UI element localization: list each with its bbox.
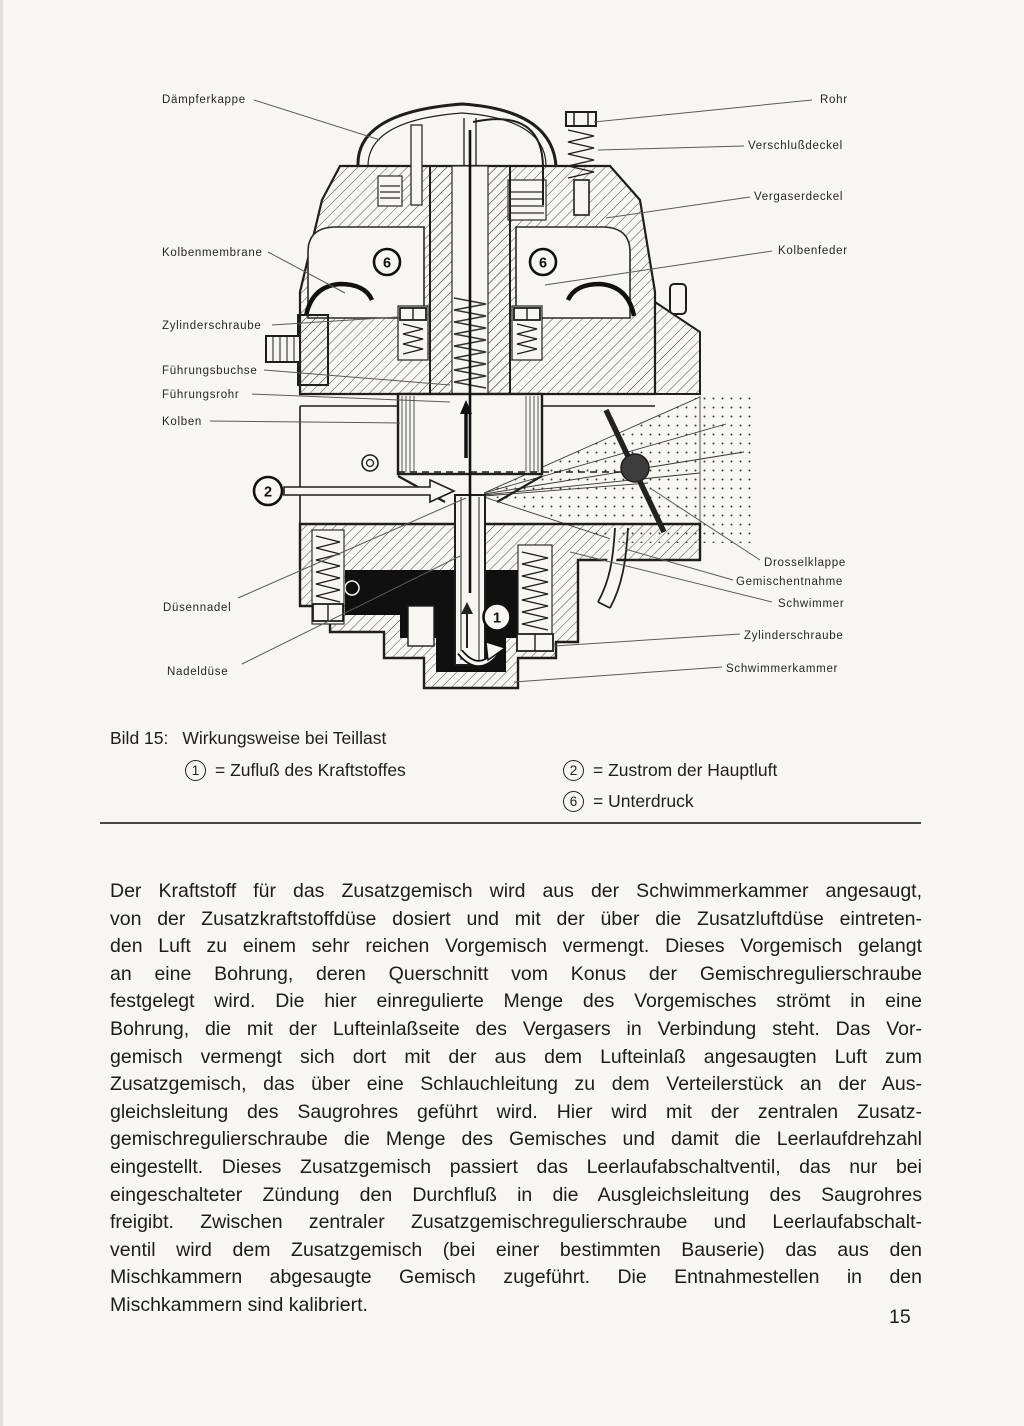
label-verschlussdeckel: Verschlußdeckel: [748, 140, 843, 152]
body-line: Mischkammern abgesaugte Gemisch zugeführt. Die Entnahmestellen in den: [110, 1266, 922, 1289]
body-line: Der Kraftstoff für das Zusatzgemisch wird aus der Schwimmerkammer angesaugt,: [110, 880, 922, 902]
body-line: gemischregulierschraube die Menge des Gemisches und damit die Leerlaufdrehzahl: [110, 1128, 922, 1151]
label-kolben: Kolben: [162, 416, 203, 428]
label-nadelduese: Nadeldüse: [167, 666, 229, 678]
body-line: von der Zusatzkraftstoffdüse dosiert und mit der über die Zusatzluftdüse eintreten-: [110, 907, 922, 930]
legend-item-vacuum: [563, 791, 694, 812]
label-zylinderschraube-left: Zylinderschraube: [162, 320, 262, 332]
body-line: Zusatzgemisch, das über eine Schlauchleitung zu dem Verteilerstück an der Aus-: [110, 1073, 922, 1096]
label-schwimmerkammer: Schwimmerkammer: [726, 663, 839, 675]
body-line: freigibt. Zwischen zentraler Zusatzgemischregulierschraube und Leerlaufabschalt-: [110, 1211, 922, 1234]
label-kolbenmembrane: Kolbenmembrane: [162, 247, 263, 259]
body-line: eingeschalteter Zündung den Durchfluß in die Ausgleichsleitung des Saugrohres: [110, 1183, 922, 1206]
bowl-screw-right: [517, 545, 553, 651]
body-line: Mischkammern sind kalibriert.: [110, 1293, 368, 1316]
legend-text-vacuum: = Unterdruck: [593, 791, 694, 811]
body-line: an eine Bohrung, deren Querschnitt vom Konus der Gemischregulierschraube: [110, 962, 922, 985]
figure-caption: [110, 728, 940, 811]
body-line: Bohrung, die mit der Lufteinlaßseite des Vergasers in Verbindung steht. Das Vor-: [110, 1017, 922, 1040]
page-number: 15: [889, 1306, 911, 1328]
body-line: gleichsleitung des Saugrohres geführt wird. Hier wird mit der zentralen Zusatz-: [110, 1100, 922, 1123]
marker-vacuum-right: 6: [538, 255, 548, 272]
marker-fuel-inflow: 1: [492, 610, 502, 627]
label-daempferkappe: Dämpferkappe: [162, 94, 246, 106]
figure-number: Bild 15:: [110, 728, 169, 748]
label-vergaserdeckel: Vergaserdeckel: [754, 191, 844, 203]
main-air-arrow: [254, 477, 454, 505]
figure-title: Wirkungsweise bei Teillast: [182, 728, 387, 748]
marker-vacuum-left: 6: [382, 255, 392, 272]
label-gemischentnahme: Gemischentnahme: [736, 576, 844, 588]
label-drosselklappe: Drosselklappe: [764, 557, 846, 569]
body-line: eingestellt. Dieses Zusatzgemisch passiert das Leerlaufabschaltventil, das nur bei: [110, 1155, 922, 1178]
body-line: den Luft zu einem sehr reichen Vorgemisch vermengt. Dieses Vorgemisch gelangt: [110, 935, 922, 958]
bowl-screw-left: [312, 530, 344, 624]
circled-number-2-icon: 2: [563, 760, 584, 781]
body-paragraph: [110, 878, 922, 1320]
label-duesennadel: Düsennadel: [163, 602, 232, 614]
legend-item-fuel: [185, 760, 406, 781]
legend-text-fuel: = Zufluß des Kraftstoffes: [215, 760, 406, 780]
label-zylinderschraube-right: Zylinderschraube: [744, 630, 844, 642]
circled-number-6-icon: 6: [563, 791, 584, 812]
legend-text-main-air: = Zustrom der Hauptluft: [593, 760, 778, 780]
body-line: ventil wird dem Zusatzgemisch (bei einer bestimmten Bauserie) das aus den: [110, 1238, 922, 1261]
label-kolbenfeder: Kolbenfeder: [778, 245, 848, 257]
caption-divider-rule: [100, 822, 921, 824]
body-line: festgelegt wird. Die hier einregulierte Menge des Vorgemisches strömt in eine: [110, 990, 922, 1013]
label-fuehrungsrohr: Führungsrohr: [162, 389, 240, 401]
carburetor-cross-section-diagram: [0, 0, 1024, 710]
part-labels-left: [162, 94, 263, 678]
label-rohr: Rohr: [820, 94, 848, 106]
hex-bolt: [266, 336, 300, 362]
label-fuehrungsbuchse: Führungsbuchse: [162, 365, 258, 377]
label-schwimmer: Schwimmer: [778, 598, 845, 610]
part-labels-right: [726, 94, 848, 675]
body-line: gemisch vermengt sich dort mit der aus dem Lufteinlaß angesaugten Luft zum: [110, 1045, 922, 1068]
legend-item-main-air: [563, 760, 777, 781]
float: [408, 606, 434, 646]
circled-number-1-icon: 1: [185, 760, 206, 781]
marker-main-air: 2: [263, 484, 273, 501]
